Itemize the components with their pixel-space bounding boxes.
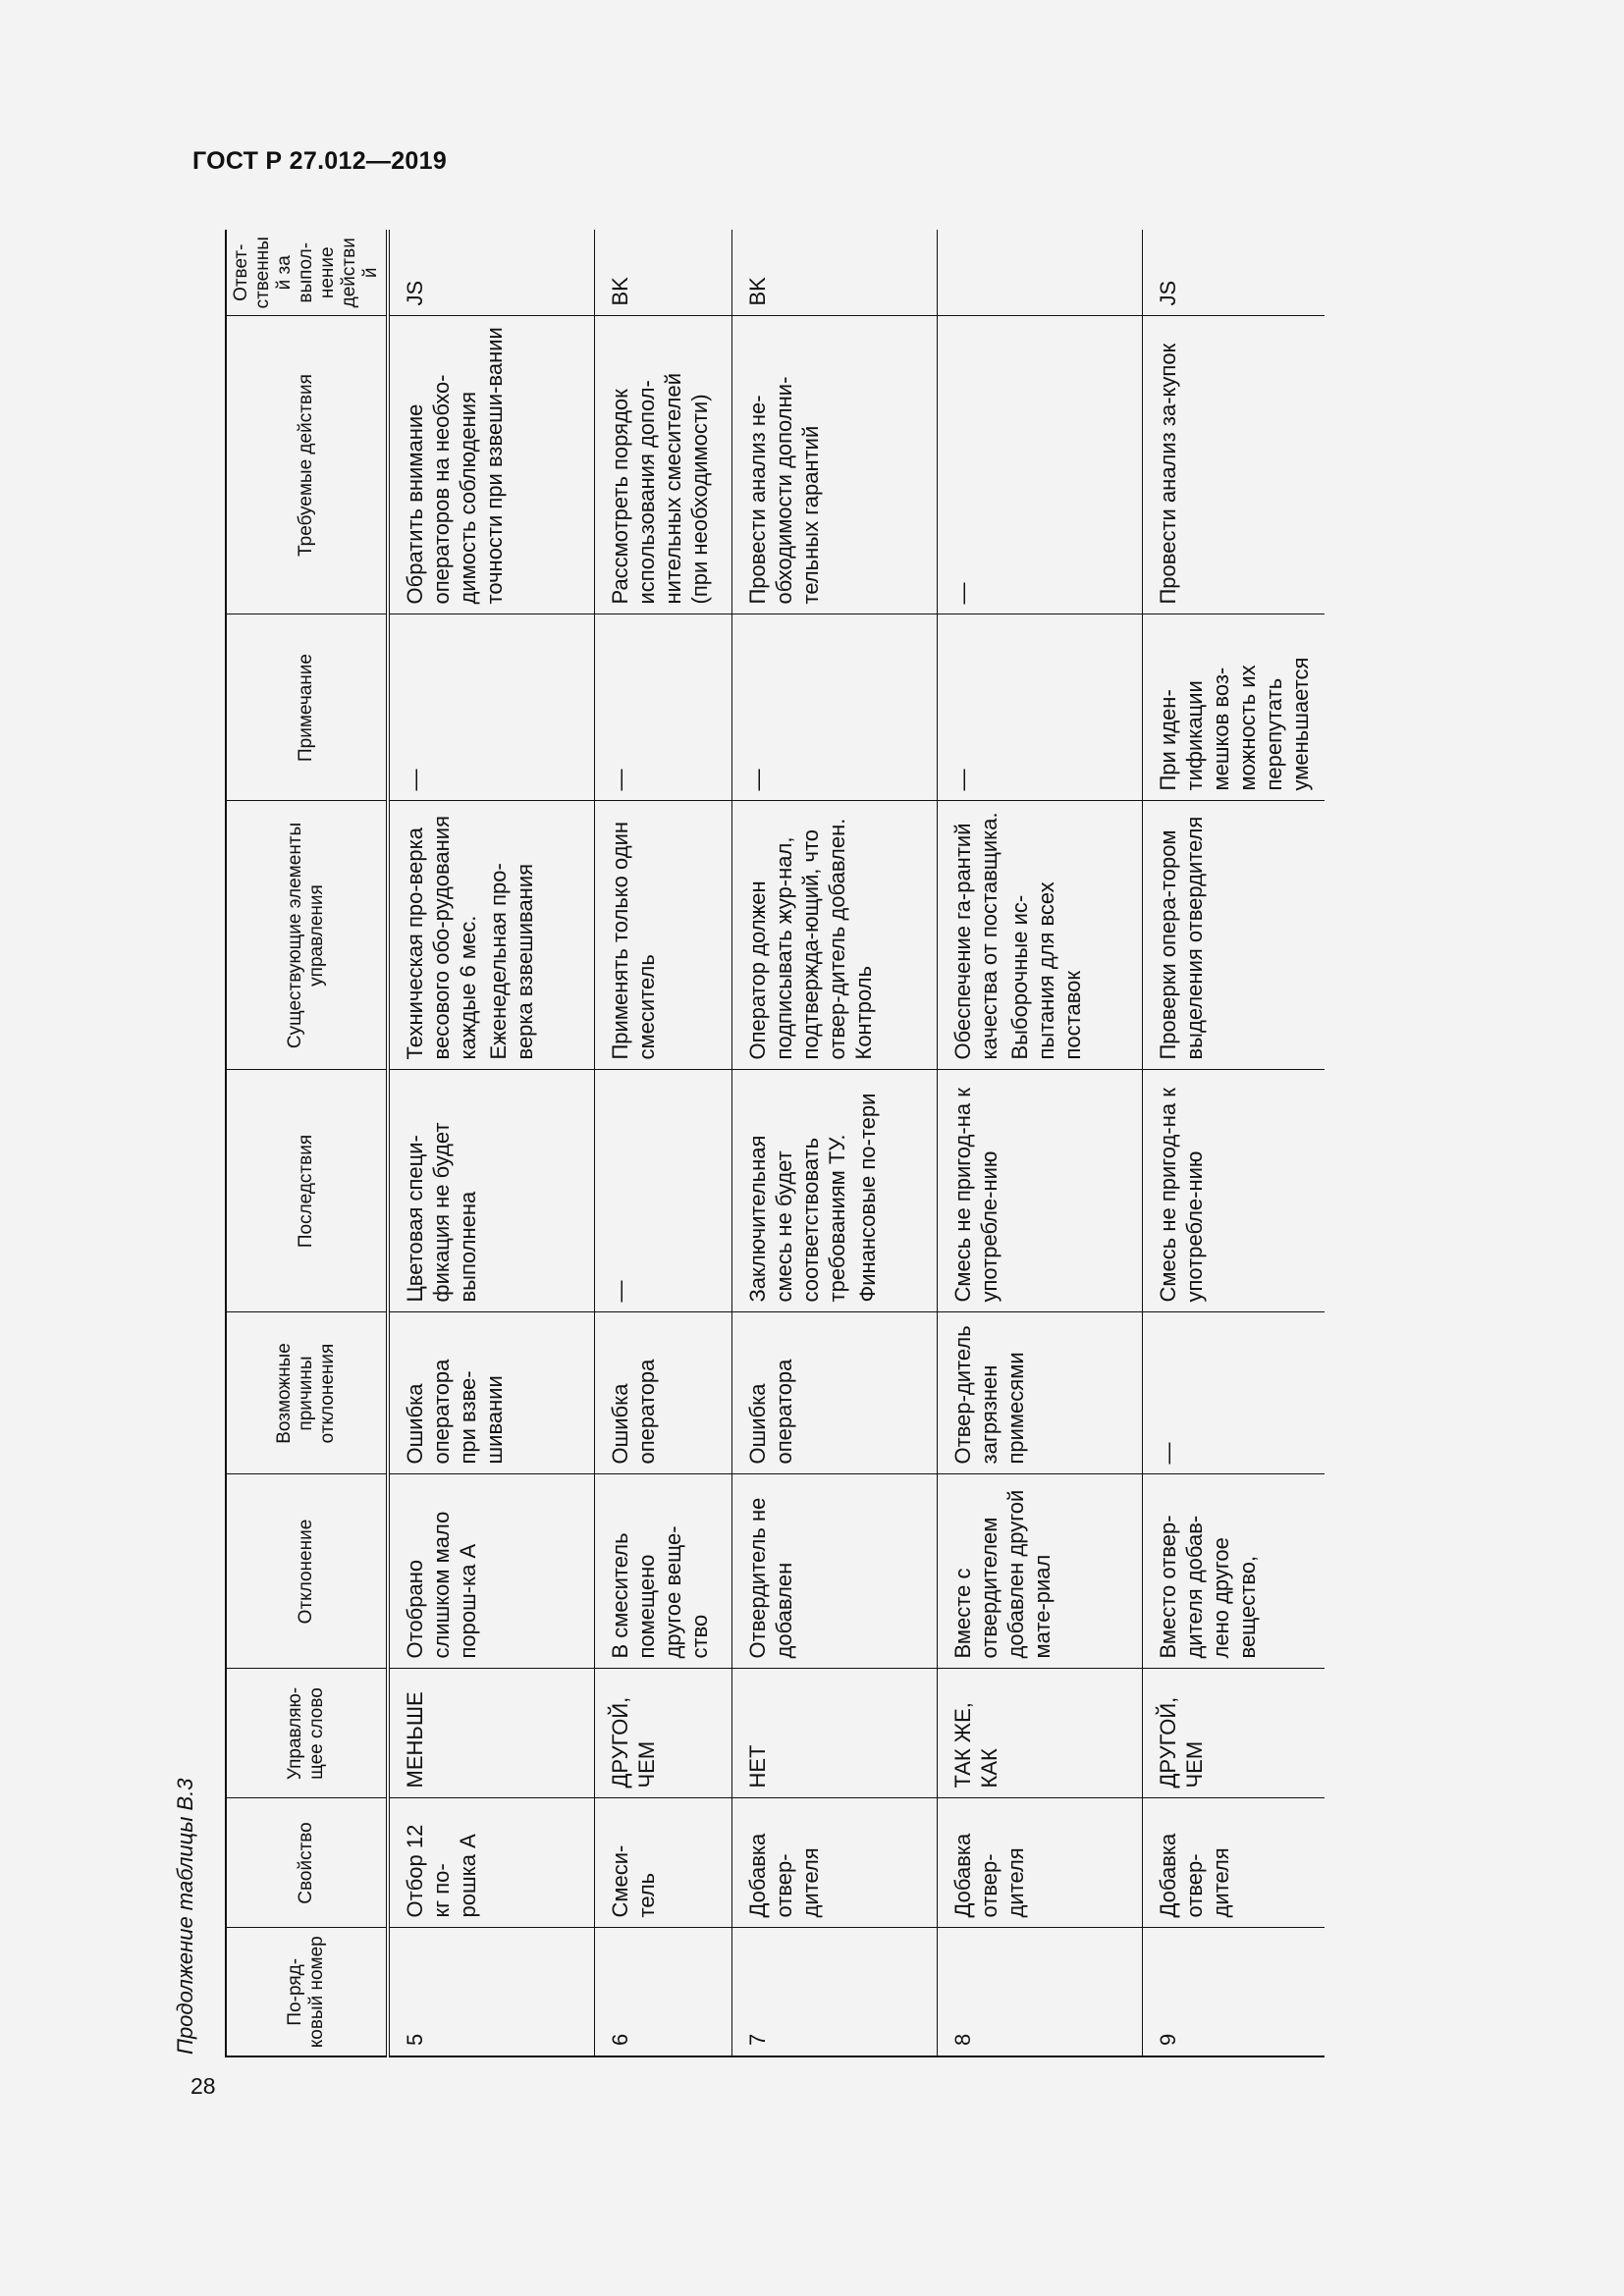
guideword-cell: ТАК ЖЕ, КАК: [937, 1669, 1142, 1798]
consequences-cell: Смесь не пригод-на к употребле-нию: [1142, 1070, 1325, 1312]
guideword-cell: МЕНЬШЕ: [388, 1669, 594, 1798]
note-cell: При иден-тификации мешков воз-можность их перепутать уменьшается: [1142, 614, 1325, 801]
property-cell: Смеси-тель: [594, 1798, 731, 1928]
note-cell: —: [388, 614, 594, 801]
controls-cell: [937, 801, 1142, 1070]
column-header: Последствия: [226, 1070, 388, 1312]
table-row: [1142, 230, 1325, 2056]
controls-cell: [388, 801, 594, 1070]
column-header: Существующие элементы управления: [226, 801, 388, 1070]
property-cell: Добавка отвер-дителя: [731, 1798, 937, 1928]
consequences-cell: —: [594, 1070, 731, 1312]
row-number: 5: [388, 1928, 594, 2056]
consequences-cell: Смесь не пригод-на к употребле-нию: [937, 1070, 1142, 1312]
property-cell: Добавка отвер-дителя: [1142, 1798, 1325, 1928]
responsible-cell: JS: [388, 230, 594, 316]
column-header: Ответ-ственный за выпол-нение действий: [226, 230, 388, 316]
consequences-text: Заключительная смесь не будет соответствовать требованиям ТУ.: [744, 1134, 849, 1303]
controls-cell: Проверки опера-тором выделения отвердителя: [1142, 801, 1325, 1070]
causes-cell: Отвер-дитель загрязнен примесями: [937, 1312, 1142, 1474]
table-row: [731, 230, 937, 2056]
deviation-cell: Отобрано слишком мало порош-ка А: [388, 1474, 594, 1669]
causes-cell: Ошибка оператора: [594, 1312, 731, 1474]
column-header: Возможные причины отклонения: [226, 1312, 388, 1474]
consequences-text-extra: Финансовые по-тери: [854, 1093, 880, 1303]
responsible-cell: BK: [731, 230, 937, 316]
actions-cell: Провести анализ не-обходимости дополни-тельных гарантий: [731, 316, 937, 614]
property-cell: Добавка отвер-дителя: [937, 1798, 1142, 1928]
actions-cell: Рассмотреть порядок использования допол-нительных смесителей (при необходимости): [594, 316, 731, 614]
deviation-cell: Вместо отвер-дителя добав-лено другое вещество,: [1142, 1474, 1325, 1669]
deviation-cell: В смеситель помещено другое веще-ство: [594, 1474, 731, 1669]
note-cell: —: [731, 614, 937, 801]
consequences-cell: Цветовая специ-фикация не будет выполнена: [388, 1070, 594, 1312]
page-number: 28: [190, 2073, 216, 2099]
table-row: [937, 230, 1142, 2056]
controls-text-extra: Выборочные ис-пытания для всех поставок: [1006, 881, 1085, 1060]
column-header: Требуемые действия: [226, 316, 388, 614]
causes-cell: Ошибка оператора: [731, 1312, 937, 1474]
row-number: 6: [594, 1928, 731, 2056]
note-cell: —: [937, 614, 1142, 801]
column-header: Отклонение: [226, 1474, 388, 1669]
document-header: ГОСТ Р 27.012—2019: [192, 147, 448, 175]
table-frame: [225, 230, 1325, 2057]
column-header: Свойство: [226, 1798, 388, 1928]
table-header-row: [226, 230, 388, 2056]
controls-text: Техническая про-верка весового обо-рудования каждые 6 мес.: [403, 816, 480, 1060]
responsible-cell: BK: [594, 230, 731, 316]
rotated-table-container: [225, 230, 1325, 2057]
actions-cell: —: [937, 316, 1142, 614]
column-header: Примечание: [226, 614, 388, 801]
table-row: [388, 230, 594, 2056]
actions-cell: Обратить внимание операторов на необхо-димость соблюдения точности при взвеши-вании: [388, 316, 594, 614]
row-number: 7: [731, 1928, 937, 2056]
deviation-cell: Вместе с отвердителем добавлен другой мате-риал: [937, 1474, 1142, 1669]
consequences-cell: [731, 1070, 937, 1312]
causes-cell: —: [1142, 1312, 1325, 1474]
table-row: [594, 230, 731, 2056]
deviation-cell: Отвердитель не добавлен: [731, 1474, 937, 1669]
guideword-cell: ДРУГОЙ, ЧЕМ: [594, 1669, 731, 1798]
guideword-cell: НЕТ: [731, 1669, 937, 1798]
column-header: По-ряд-ковый номер: [226, 1928, 388, 2056]
row-number: 8: [937, 1928, 1142, 2056]
property-cell: Отбор 12 кг по-рошка А: [388, 1798, 594, 1928]
actions-cell: Провести анализ за-купок: [1142, 316, 1325, 614]
controls-cell: Применять только один смеситель: [594, 801, 731, 1070]
responsible-cell: [937, 230, 1142, 316]
controls-text: Обеспечение га-рантий качества от поставщика.: [949, 812, 1001, 1060]
table-caption: Продолжение таблицы В.3: [173, 1778, 197, 2055]
guideword-cell: ДРУГОЙ, ЧЕМ: [1142, 1669, 1325, 1798]
responsible-cell: JS: [1142, 230, 1325, 316]
row-number: 9: [1142, 1928, 1325, 2056]
column-header: Управляю-щее слово: [226, 1669, 388, 1798]
hazop-table: [225, 230, 1325, 2057]
causes-cell: Ошибка оператора при взве-шивании: [388, 1312, 594, 1474]
controls-cell: Оператор должен подписывать жур-нал, подтвержда-ющий, что отвер-дитель добавлен. Контроль: [731, 801, 937, 1070]
note-cell: —: [594, 614, 731, 801]
controls-text-extra: Еженедельная про-верка взвешивания: [486, 863, 537, 1060]
